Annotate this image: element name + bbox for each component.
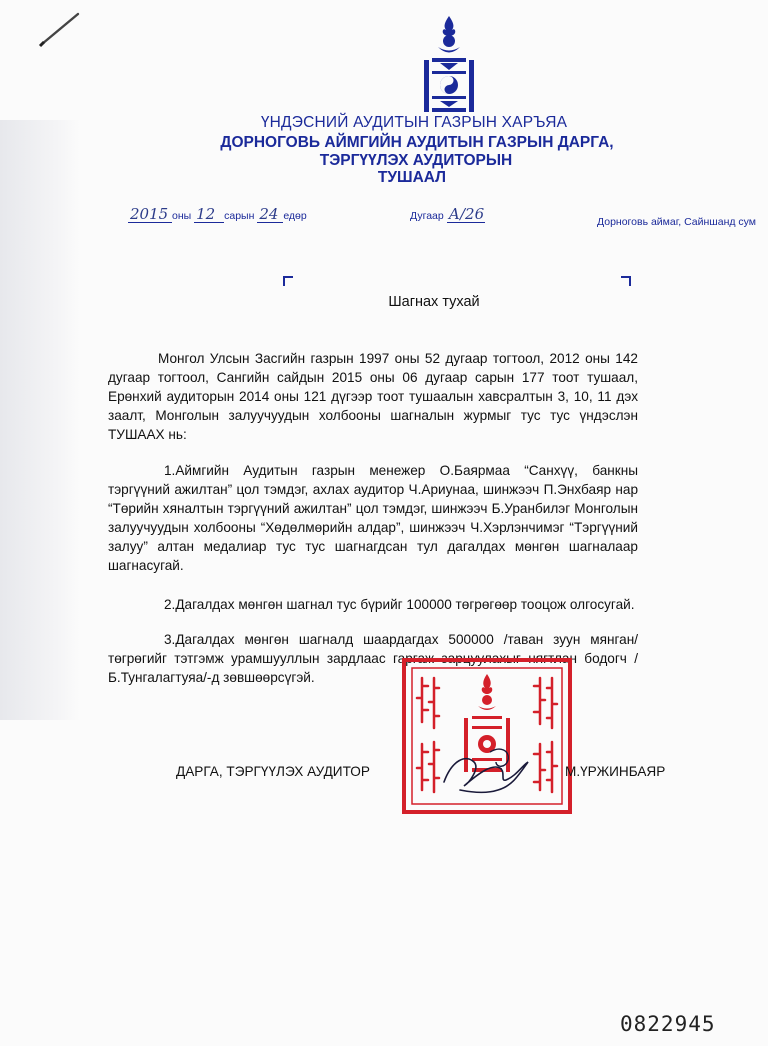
date-day-handwritten: 24 (257, 206, 283, 223)
document-type-title: ТУШААЛ (377, 169, 447, 186)
order-item-3: 3.Дагалдах мөнгөн шагналд шаардагдах 500000 /таван зуун мянган/ төгрөгийг тэтгэмж урамшууллын зардлаас гаргаж зарцуулахыг нягтлан бодогч /Б.Тунгалагтуяа/-д зөвшөөрсүгэй. (108, 632, 638, 685)
signature-block (0, 760, 768, 800)
date-month-label: сарын (224, 210, 255, 222)
date-month-handwritten: 12 (194, 206, 224, 223)
staple-icon (38, 8, 84, 48)
signatory-title: ДАРГА, ТЭРГҮҮЛЭХ АУДИТОР (176, 764, 370, 779)
order-item-2: 2.Дагалдах мөнгөн шагнал тус бүрийг 100000 төгрөгөөр тооцож олгосугай. (164, 597, 635, 612)
soyombo-emblem-icon (418, 14, 480, 114)
subject-corner-left (283, 276, 293, 286)
order-item-1: 1.Аймгийн Аудитын газрын менежер О.Баярмаа “Санхүү, банкны тэргүүний ажилтан” цол тэмдэг, ахлах аудитор Ч.Ариунаа, шинжээч П.Энхбаяр нар “Төрийн хяналтын тэргүүний ажилтан” цол тэмдэг, шинжээч Б.Уранбилэг Монголын залуучуудын холбооны “Хөдөлмөрийн алдар”, шинжээч Ч.Хэрлэнчимэг “Тэргүүний залуу” алтан медалиар тус тус шагнагдсан тул дагалдах мөнгөн шагналаар шагнасугай. (108, 463, 638, 573)
date-day-label: едөр (283, 210, 307, 222)
intro-paragraph: Монгол Улсын Засгийн газрын 1997 оны 52 дугаар тогтоол, 2012 оны 142 дугаар тогтоол, Сангийн сайдын 2015 оны 06 дугаар сарын 177 тоот тушаал, Ерөнхий аудиторын 2014 оны 121 дүгээр тоот тушаалын хавсралтын 3, 10, 11 дэх заалт, Монголын залуучуудын холбооны шагналын журмыг тус тус үндэслэн ТУШААХ нь: (108, 351, 638, 442)
signatory-name: М.ҮРЖИНБАЯР (565, 764, 666, 779)
document-meta-row (0, 206, 768, 232)
document-date (128, 206, 307, 223)
number-label: Дугаар (410, 210, 444, 222)
document-number (410, 206, 485, 223)
org-name-line: ДОРНОГОВЬ АЙМГИЙН АУДИТЫН ГАЗРЫН ДАРГА, (220, 134, 614, 151)
serial-number: 0822945 (620, 1012, 716, 1036)
date-year-handwritten: 2015 (128, 206, 172, 223)
number-handwritten: А/26 (448, 205, 485, 223)
document-place: Дорноговь аймаг, Сайншанд сум (597, 216, 757, 228)
date-year-label: оны (172, 210, 192, 222)
subject-corner-right (621, 276, 631, 286)
org-role-line: ТЭРГҮҮЛЭХ АУДИТОРЫН (319, 152, 513, 169)
org-parent-line: ҮНДЭСНИЙ АУДИТЫН ГАЗРЫН ХАРЪЯА (260, 114, 568, 131)
document-subject: Шагнах тухай (388, 294, 480, 310)
